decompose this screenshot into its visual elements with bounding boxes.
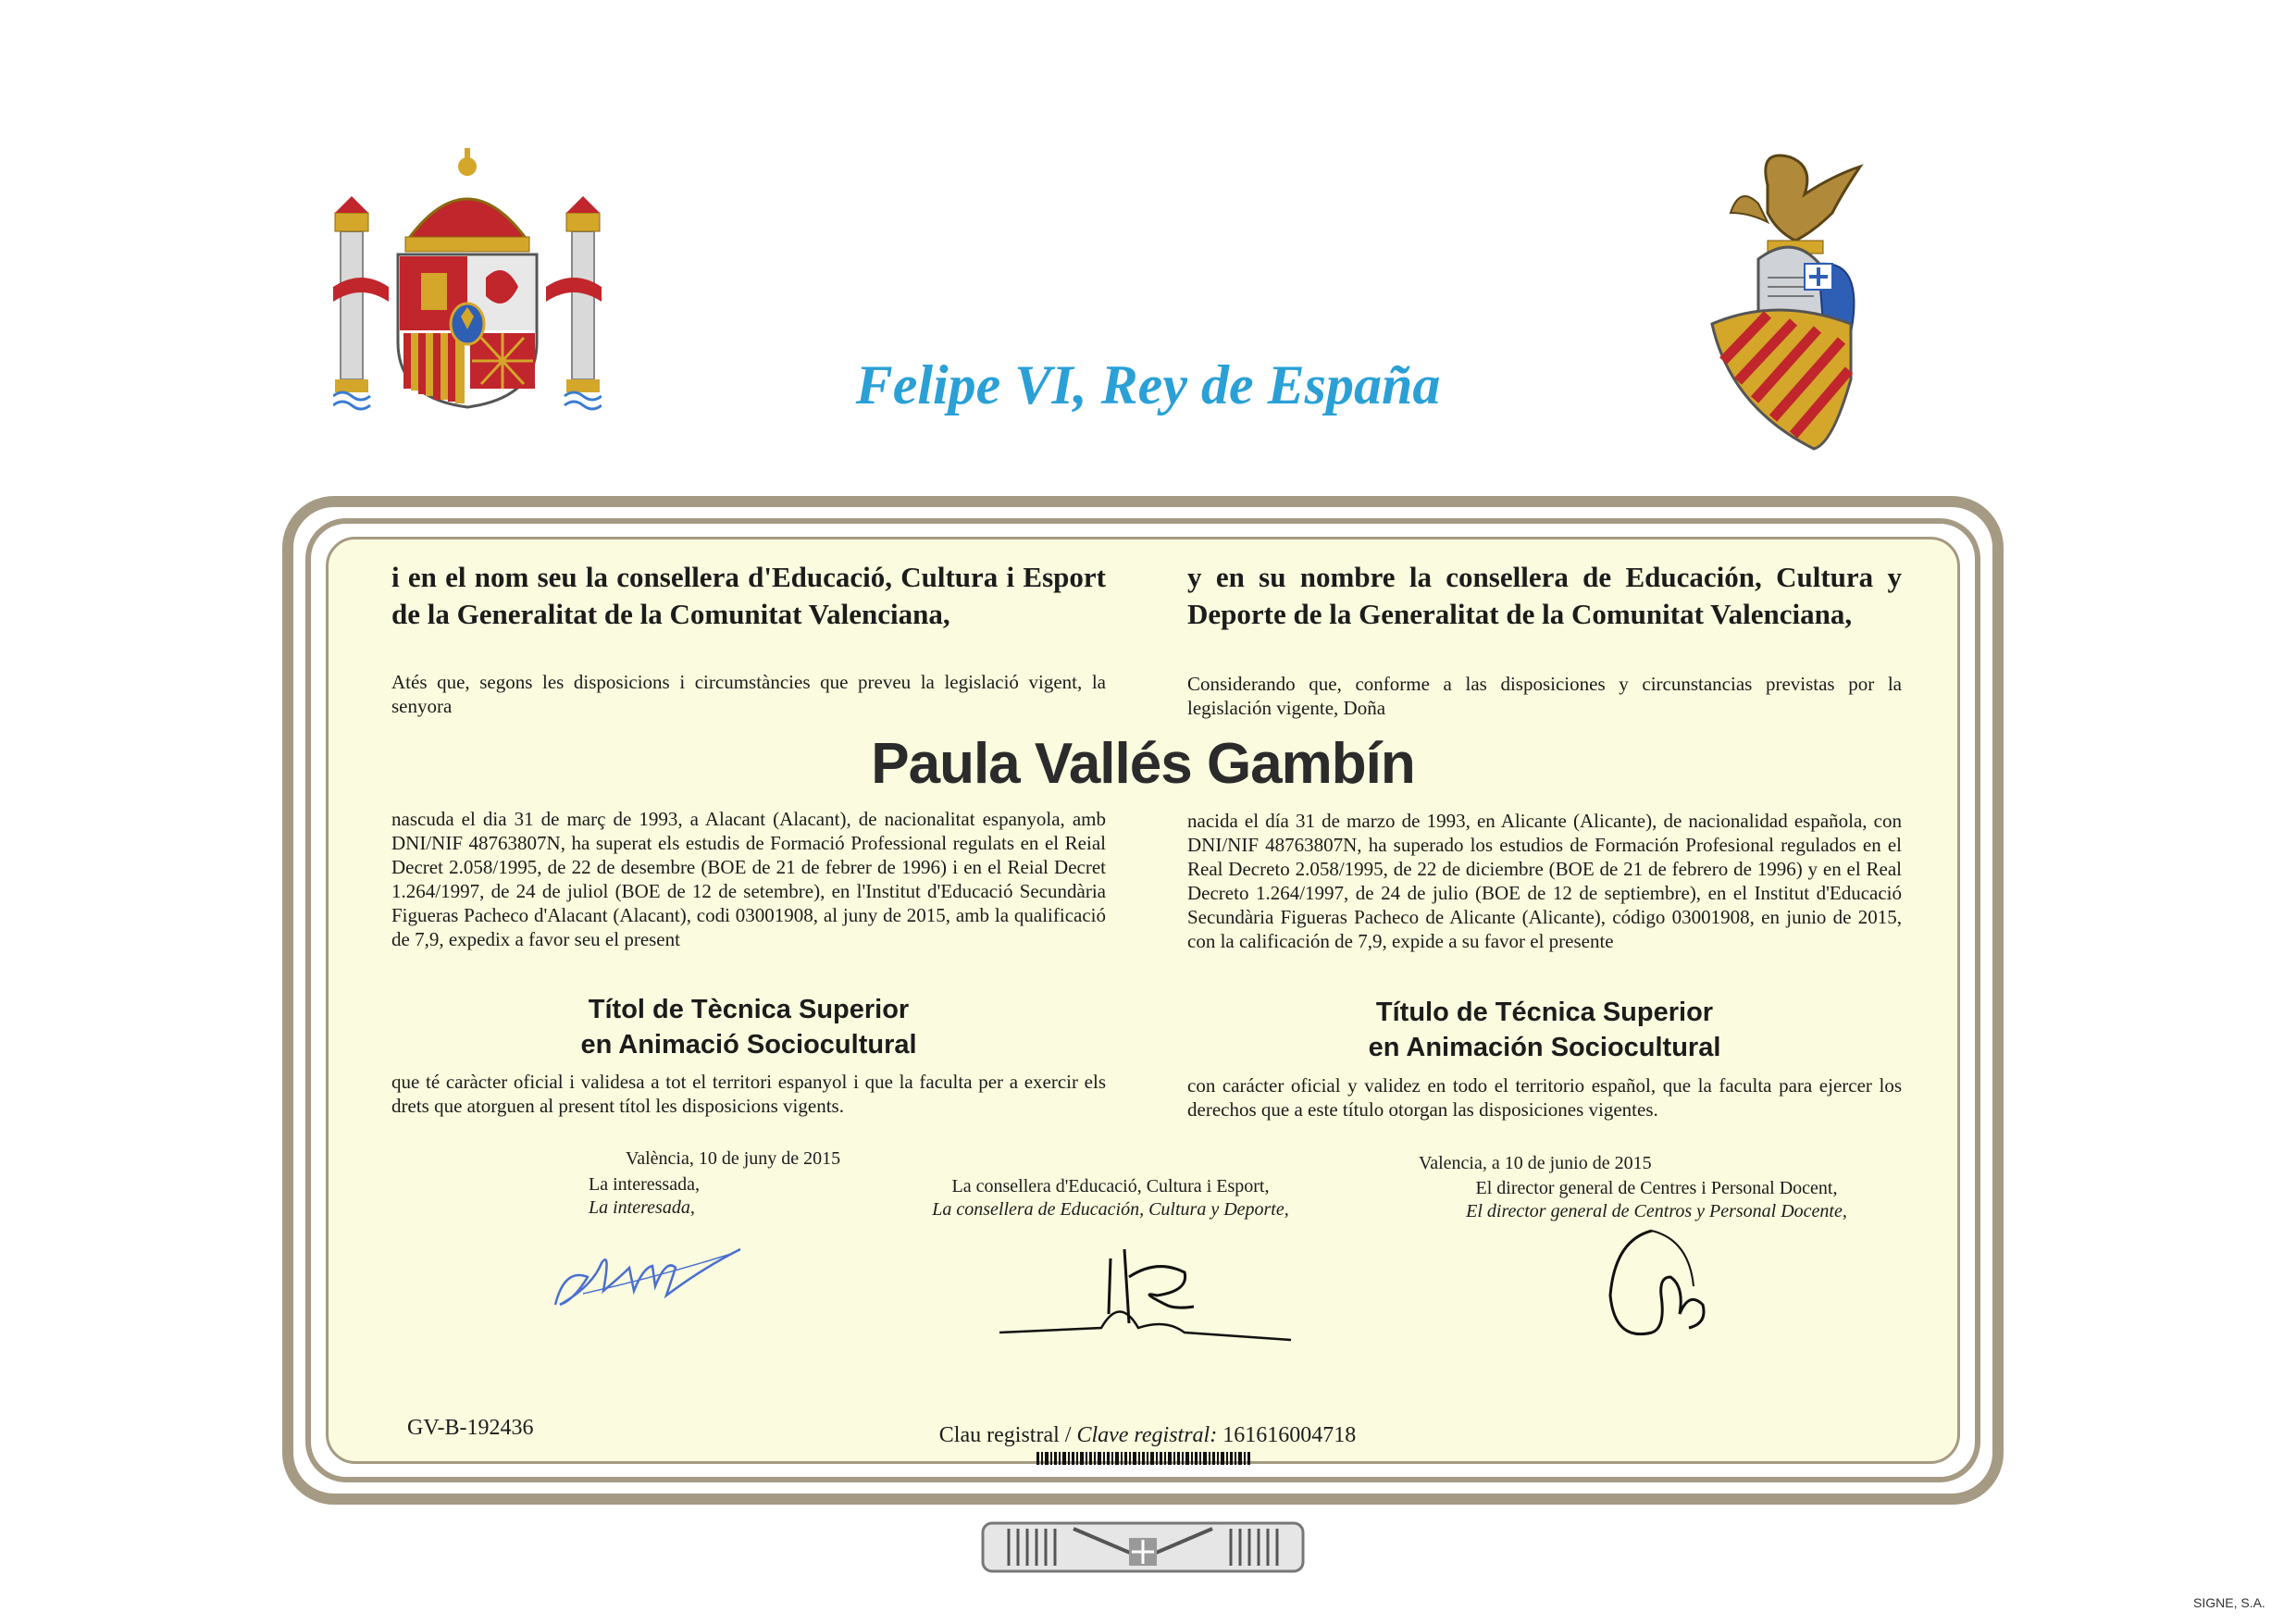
degree-spanish-line1: Título de Técnica Superior [1375, 998, 1714, 1027]
recipient-name: Paula Vallés Gambín [871, 732, 1415, 796]
lead-valencian: i en el nom seu la consellera d'Educació, Cultura i Esport de la Generalitat de la Comunitat Valenciana, [391, 561, 1106, 630]
barcode-icon [1036, 1452, 1251, 1465]
director-valencian: El director general de Centres i Personal Docent, [1475, 1178, 1838, 1198]
registry-key-label-valencian: Clau registral / [938, 1423, 1072, 1447]
signature-recipient-icon [546, 1212, 750, 1323]
intro-spanish: Considerando que, conforme a las disposiciones y circunstancias previstas por la legislación vigente, Doña [1187, 673, 1902, 719]
details-spanish: nacida el día 31 de marzo de 1993, en Alicante (Alicante), de nacionalidad española, con DNI/NIF 48763807N, ha superado los estudios de Formación Profesional regulados en el Real Decreto 2.058/1995, de 22 de diciembre (BOE de 21 de febrero de 1996) y en el Real Decreto 1.264/1997, de 24 de julio (BOE de 12 de septiembre), en el Institut d'Educació Secundària Figueras Pacheco de Alicante (Alicante), código 03001908, en junio de 2015, con la calificación de 7,9, expide a su favor el presente [1187, 810, 1902, 952]
registry-key-label-spanish: Clave registral: [1076, 1423, 1218, 1447]
security-stamp-icon [981, 1521, 1305, 1573]
signature-director-icon [1596, 1221, 1717, 1351]
degree-spanish-line2: en Animación Sociocultural [1368, 1033, 1721, 1062]
consellera-valencian: La consellera d'Educació, Cultura i Esport, [951, 1176, 1270, 1196]
lead-spanish: y en su nombre la consellera de Educación, Cultura y Deporte de la Generalitat de la Comunitat Valenciana, [1187, 561, 1902, 630]
intro-valencian: Atés que, segons les disposicions i circumstàncies que preveu la legislació vigent, la senyora [391, 671, 1106, 717]
registry-key-value: 161616004718 [1222, 1423, 1357, 1447]
interessada-spanish: La interesada, [589, 1197, 695, 1218]
interessada-valencian: La interessada, [589, 1174, 700, 1195]
degree-valencian-line1: Títol de Tècnica Superior [588, 995, 910, 1024]
header-title: Felipe VI, Rey de España [855, 354, 1441, 415]
degree-spanish [1187, 995, 1902, 1065]
date-valencian: València, 10 de juny de 2015 [626, 1148, 841, 1169]
degree-valencian [391, 992, 1106, 1062]
consellera-spanish: La consellera de Educación, Cultura y Deporte, [932, 1199, 1289, 1220]
printer-imprint: SIGNE, S.A. [2193, 1595, 2265, 1610]
date-spanish: Valencia, a 10 de junio de 2015 [1419, 1153, 1652, 1173]
degree-valencian-line2: en Animació Sociocultural [580, 1030, 917, 1060]
registry-key [833, 1423, 1462, 1448]
signature-consellera-icon [990, 1240, 1305, 1342]
closing-valencian: que té caràcter oficial i validesa a tot el territori espanyol i que la faculta per a exercir els drets que atorguen al present títol les disposicions vigents. [391, 1071, 1106, 1117]
director-spanish: El director general de Centros y Personal Docente, [1466, 1201, 1847, 1221]
closing-spanish: con carácter oficial y validez en todo el territorio español, que la faculta para ejercer los derechos que a este título otorgan las disposiciones vigentes. [1187, 1074, 1902, 1121]
serial-number: GV-B-192436 [407, 1416, 534, 1440]
details-valencian: nascuda el dia 31 de març de 1993, a Alacant (Alacant), de nacionalitat espanyola, amb DNI/NIF 48763807N, ha superat els estudis de Formació Professional regulats en el Reial Decret 2.058/1995, de 22 de desembre (BOE de 21 de febrer de 1996) i en el Reial Decret 1.264/1997, de 24 de juliol (BOE de 12 de setembre), en l'Institut d'Educació Secundària Figueras Pacheco d'Alacant (Alacant), codi 03001908, al juny de 2015, amb la qualificació de 7,9, expedix a favor seu el present [391, 808, 1106, 950]
